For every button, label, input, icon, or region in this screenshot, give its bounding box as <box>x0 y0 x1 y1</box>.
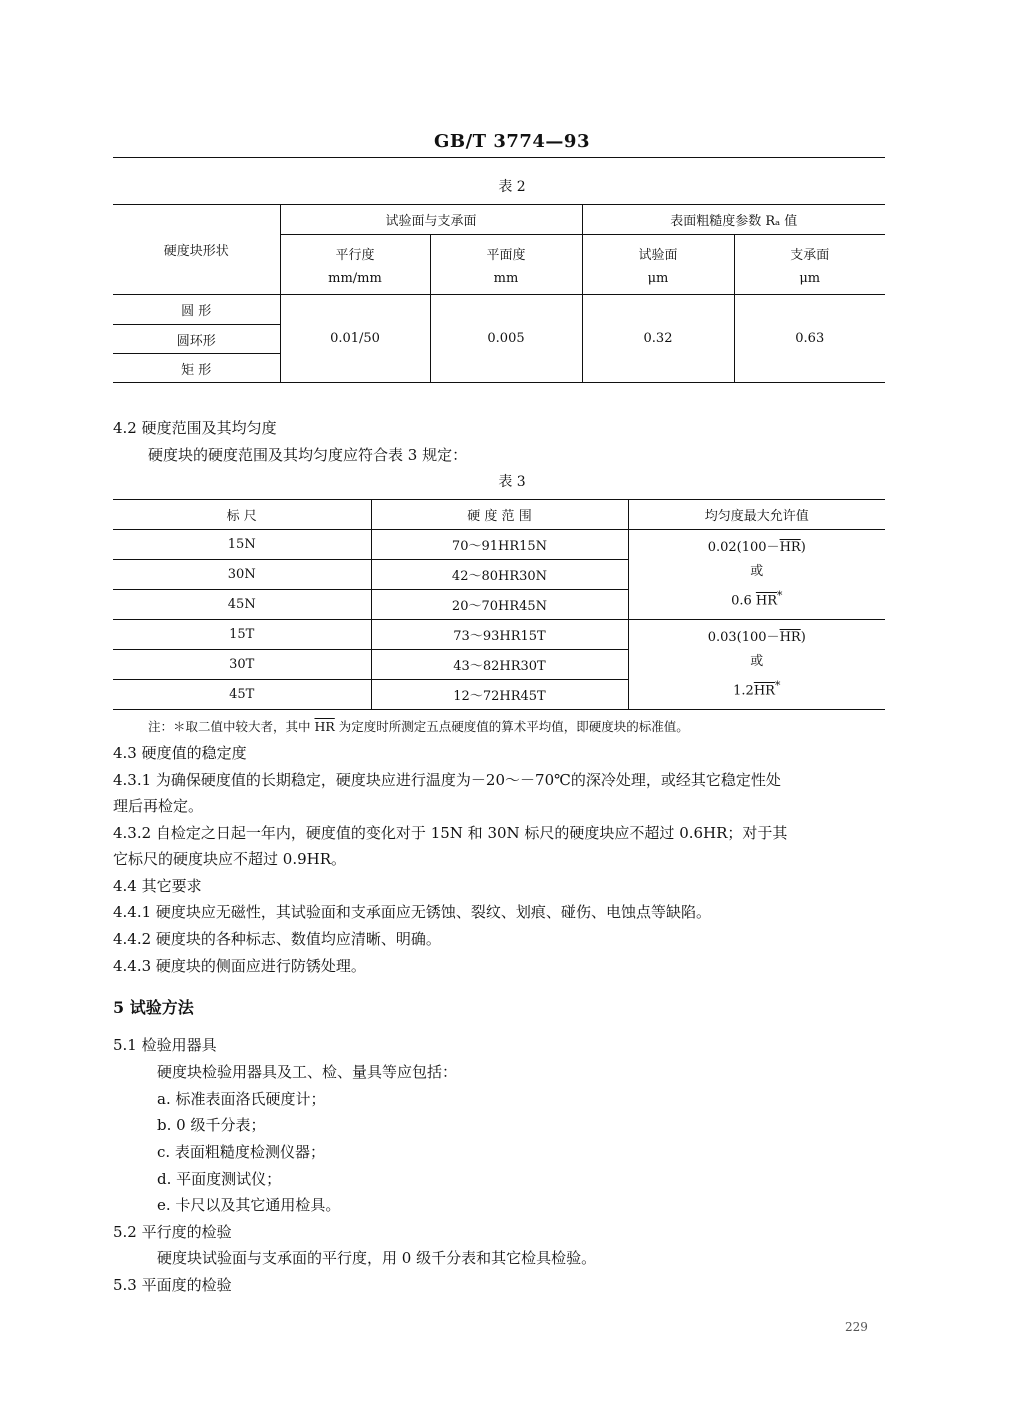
list-item: b. 0 级千分表； <box>157 1116 266 1134</box>
table-row-range: 70～91HR15N <box>371 530 628 560</box>
section-5-1-body: 硬度块检验用器具及工、检、量具等应包括： <box>157 1063 458 1081</box>
page-number: 229 <box>845 1320 868 1334</box>
section-5-1-title: 5.1 检验用器具 <box>113 1036 217 1054</box>
table2-header-parallelism: 平行度 mm/mm <box>280 235 430 295</box>
table3-note: 注：＊取二值中较大者，其中 $\overline{HR}$ 为定度时所测定五点硬度值的算术平均值，即硬度块的标准值。 <box>148 719 689 734</box>
table2-shape-rect: 矩 形 <box>113 354 280 383</box>
section-4-3-2-line2: 它标尺的硬度块应不超过 0.9HR。 <box>113 850 346 868</box>
table2-header-shape: 硬度块形状 <box>163 244 229 259</box>
table-row-range: 20～70HR45N <box>371 590 628 620</box>
table-row-scale: 15T <box>113 620 371 650</box>
table2-header-support-face: 支承面 μm <box>734 235 885 295</box>
table3-uniformity-n: $0.02(100-\overline{HR})$ 或 0.6 $\overline{HR}^*$ <box>628 530 885 620</box>
table3-caption: 表 3 <box>498 474 526 490</box>
section-4-3-1-line2: 理后再检定。 <box>113 797 204 815</box>
section-4-3-2-line1: 4.3.2 自检定之日起一年内，硬度值的变化对于 15N 和 30N 标尺的硬度块应不超过 0.6HR；对于其 <box>113 824 788 842</box>
table2-parallelism-value: 0.01/50 <box>280 295 430 383</box>
section-4-4-title: 4.4 其它要求 <box>113 877 202 895</box>
list-item: e. 卡尺以及其它通用检具。 <box>157 1196 341 1214</box>
section-4-4-3: 4.4.3 硬度块的侧面应进行防锈处理。 <box>113 957 366 975</box>
table-row-scale: 15N <box>113 530 371 560</box>
table3-uniformity-t: $0.03(100-\overline{HR})$ 或 $1.2\overline{HR}^*$ <box>628 620 885 710</box>
list-item: c. 表面粗糙度检测仪器； <box>157 1143 325 1161</box>
section-5-3-title: 5.3 平面度的检验 <box>113 1276 232 1294</box>
table2-ra-support-value: 0.63 <box>734 295 885 383</box>
table3-header-scale: 标 尺 <box>226 509 257 524</box>
table2 <box>113 204 885 383</box>
section-5-title: 5 试验方法 <box>113 998 194 1017</box>
table2-header-test-face: 试验面 μm <box>582 235 734 295</box>
table-row-range: 12～72HR45T <box>371 680 628 710</box>
table3 <box>113 499 885 710</box>
table-row-range: 43～82HR30T <box>371 650 628 680</box>
table-row-scale: 30N <box>113 560 371 590</box>
header-rule <box>113 157 885 158</box>
table2-header-test-support: 试验面与支承面 <box>280 205 582 235</box>
section-4-2-title: 4.2 硬度范围及其均匀度 <box>113 419 277 437</box>
section-4-4-1: 4.4.1 硬度块应无磁性，其试验面和支承面应无锈蚀、裂纹、划痕、碰伤、电蚀点等缺陷。 <box>113 903 711 921</box>
table2-header-roughness: 表面粗糙度参数 Rₐ 值 <box>582 205 885 235</box>
section-4-2-body: 硬度块的硬度范围及其均匀度应符合表 3 规定： <box>148 446 468 464</box>
table2-header-flatness: 平面度 mm <box>430 235 582 295</box>
table-row-scale: 30T <box>113 650 371 680</box>
section-4-3-title: 4.3 硬度值的稳定度 <box>113 744 247 762</box>
table2-ra-test-value: 0.32 <box>582 295 734 383</box>
section-5-2-title: 5.2 平行度的检验 <box>113 1223 232 1241</box>
table-row-range: 42～80HR30N <box>371 560 628 590</box>
table-row-scale: 45N <box>113 590 371 620</box>
table-row-range: 73～93HR15T <box>371 620 628 650</box>
list-item: d. 平面度测试仪； <box>157 1170 282 1188</box>
table2-shape-ring: 圆环形 <box>113 325 280 354</box>
standard-code-header: GB/T 3774—93 <box>434 131 590 152</box>
table2-flatness-value: 0.005 <box>430 295 582 383</box>
section-4-3-1-line1: 4.3.1 为确保硬度值的长期稳定，硬度块应进行温度为－20～－70℃的深冷处理，或经其它稳定性处 <box>113 771 781 789</box>
table3-header-uniformity: 均匀度最大允许值 <box>628 500 885 530</box>
list-item: a. 标准表面洛氏硬度计； <box>157 1090 326 1108</box>
section-4-4-2: 4.4.2 硬度块的各种标志、数值均应清晰、明确。 <box>113 930 441 948</box>
table-row-scale: 45T <box>113 680 371 710</box>
section-5-2-body: 硬度块试验面与支承面的平行度，用 0 级千分表和其它检具检验。 <box>157 1249 597 1267</box>
table2-caption: 表 2 <box>498 179 526 195</box>
table3-header-range: 硬 度 范 围 <box>371 500 628 530</box>
table2-shape-round: 圆 形 <box>113 295 280 325</box>
